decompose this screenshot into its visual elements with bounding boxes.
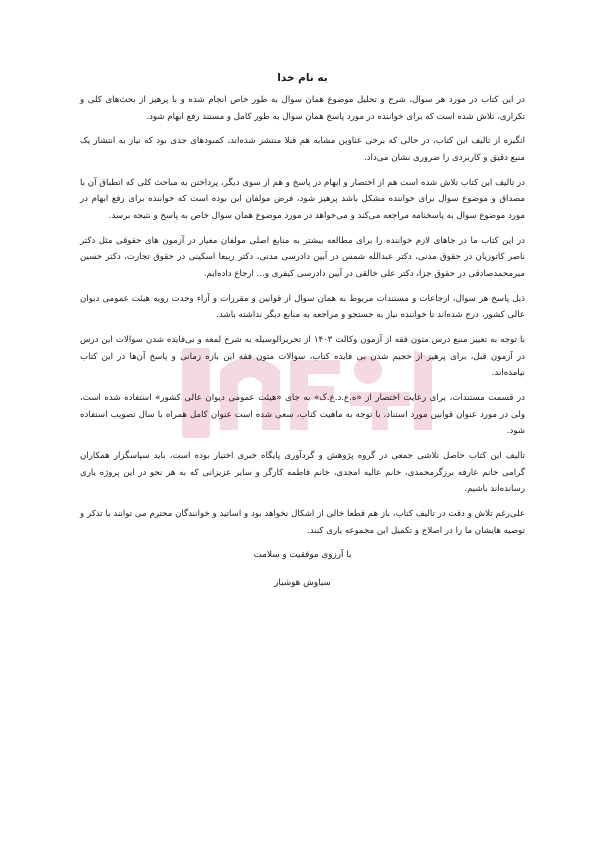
paragraph-1: در این کتاب در مورد هر سوال، شرح و تحلیل موضوع همان سوال به طور خاص انجام شده و با پرهیز از بحث‌های کلی و تکراری، تلاش شده است که برای خواننده در مورد پاسخ همان سوال به طور کامل و مستند رفع ابهام شود. <box>80 95 525 122</box>
page-title: به نام خدا <box>277 72 328 84</box>
paragraph-9: علی‌رغم تلاش و دقت در تالیف کتاب، باز هم قطعا خالی از اشکال نخواهد بود و اساتید و خوانندگان محترم می توانند با تذکر و توصیه هایشان ما را در اصلاح و تکمیل این مجموعه یاری کنند. <box>80 508 525 536</box>
document-page <box>80 72 525 591</box>
paragraph-5: ذیل پاسخ هر سوال، ارجاعات و مستندات مربوط به همان سوال از قوانین و مقررات و آراء وحدت رویه هیئت عمومی دیوان عالی کشور، درج شده‌اند تا خواننده نیاز به جستجو و مراجعه به منابع دیگر نداشته باشد. <box>80 293 525 321</box>
paragraph-3: در تالیف این کتاب تلاش شده است هم از اختصار و ابهام در پاسخ و هم از سوی دیگر، پرداختن به مباحث کلی که انطباق آن با مصداق و موضوع سوال برای خواننده مشکل باشد پرهیز شود، فرض مولفان این بوده است که خواننده برای رفع ابهام در مورد موضوع سوال به پاسخنامه مراجعه می‌کند و می‌خواهد در مورد موضوع همان سوال خاص به پاسخ و نتیجه برسد. <box>80 177 525 221</box>
paragraph-4: در این کتاب ما در جاهای لازم خواننده را برای مطالعه بیشتر به منابع اصلی مولفان معیار در آزمون های حقوقی مثل دکتر ناصر کاتوزیان در حقوق مدنی، دکتر عبدالله شمس در آیین دادرسی مدنی، دکتر ربیعا اسکینی در حقوق تجارت، دکتر حسین میرمحمدصادقی در حقوق جزا، دکتر علی خالقی در آیین دادرسی کیفری و... ارجاع داده‌ایم. <box>80 235 525 279</box>
paragraph-6: با توجه به تغییر منبع درس متون فقه از آزمون وکالت ۱۴۰۳ از تحریرالوسیله به شرح لمعه و بی‌فایده شدن سوالات این درس در آزمون قبل، برای پرهیز از حجیم شدن بی فایده کتاب، سوالات متون فقه این بازه زمانی و پاسخ آن‌ها در این کتاب نیامده‌اند. <box>80 335 525 379</box>
author-signature: سیاوش هوشیار <box>274 578 331 589</box>
paragraph-7: در قسمت مستندات، برای رعایت اختصار از «ه.ع.د.ع.ک» به جای «هیئت عمومی دیوان عالی کشور» استفاده شده است، ولی در مورد عنوان قوانین مورد استناد، با توجه به ماهیت کتاب، سعی شده است عنوان کامل همراه با سال تصویب استفاده شود. <box>80 393 525 437</box>
closing-line: با آرزوی موفقیت و سلامت <box>253 550 352 561</box>
paragraph-2: انگیزه از تالیف این کتاب، در حالی که برخی عناوین مشابه هم قبلا منتشر شده‌اند، کمبودهای جدی بود که نیاز به انتشار یک منبع دقیق و کاربردی را ضروری نشان می‌داد. <box>80 136 525 163</box>
paragraph-8: تالیف این کتاب حاصل تلاشی جمعی در گروه پژوهش و گردآوری پایگاه خبری اختیار بوده است، باید سپاسگزار همکاران گرامی خانم عارفه برزگرمحمدی، خانم عالیه امجدی، خانم فاطمه کارگر و سایر عزیزانی که به هر نحو در این پروژه یاری رسانده‌اند باشیم. <box>80 451 525 495</box>
